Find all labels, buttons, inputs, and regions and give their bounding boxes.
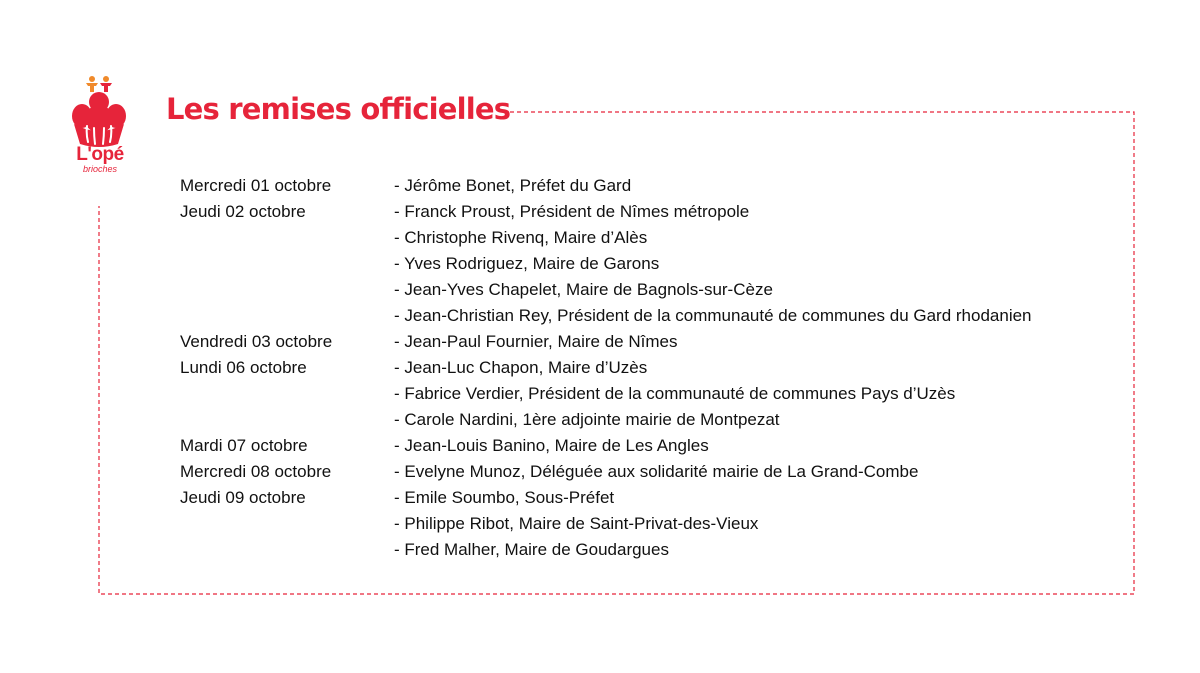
schedule-row bbox=[180, 173, 1120, 199]
schedule-date bbox=[180, 303, 394, 329]
schedule-row bbox=[180, 433, 1120, 459]
schedule-person: - Fabrice Verdier, Président de la communauté de communes Pays d’Uzès bbox=[394, 384, 956, 403]
schedule-date bbox=[180, 251, 394, 277]
schedule-date bbox=[180, 511, 394, 537]
schedule-row bbox=[180, 303, 1120, 329]
schedule-date bbox=[180, 277, 394, 303]
schedule-row bbox=[180, 407, 1120, 433]
page-title: Les remises officielles bbox=[166, 92, 511, 126]
schedule-person: - Emile Soumbo, Sous-Préfet bbox=[394, 488, 615, 507]
schedule-row bbox=[180, 355, 1120, 381]
brand-name: L'opé bbox=[76, 144, 124, 165]
schedule-date: Vendredi 03 octobre bbox=[180, 332, 333, 351]
schedule-person: - Jean-Christian Rey, Président de la communauté de communes du Gard rhodanien bbox=[394, 306, 1032, 325]
schedule-row bbox=[180, 251, 1120, 277]
schedule-person: - Jean-Luc Chapon, Maire d’Uzès bbox=[394, 358, 648, 377]
schedule-date bbox=[180, 537, 394, 563]
schedule-date: Mardi 07 octobre bbox=[180, 436, 308, 455]
schedule-person: - Carole Nardini, 1ère adjointe mairie de Montpezat bbox=[394, 410, 780, 429]
schedule-list bbox=[180, 173, 1120, 563]
schedule-person: - Philippe Ribot, Maire de Saint-Privat-des-Vieux bbox=[394, 514, 759, 533]
schedule-person: - Yves Rodriguez, Maire de Garons bbox=[394, 254, 660, 273]
schedule-date: Jeudi 09 octobre bbox=[180, 488, 306, 507]
schedule-row bbox=[180, 459, 1120, 485]
schedule-row bbox=[180, 511, 1120, 537]
schedule-person: - Jérôme Bonet, Préfet du Gard bbox=[394, 176, 632, 195]
schedule-row bbox=[180, 277, 1120, 303]
schedule-person: - Jean-Yves Chapelet, Maire de Bagnols-sur-Cèze bbox=[394, 280, 773, 299]
schedule-person: - Jean-Louis Banino, Maire de Les Angles bbox=[394, 436, 709, 455]
schedule-date bbox=[180, 225, 394, 251]
brand-logo-text bbox=[63, 145, 137, 174]
schedule-row bbox=[180, 199, 1120, 225]
schedule-date bbox=[180, 407, 394, 433]
schedule-person: - Evelyne Munoz, Déléguée aux solidarité mairie de La Grand-Combe bbox=[394, 462, 919, 481]
schedule-person: - Franck Proust, Président de Nîmes métropole bbox=[394, 202, 750, 221]
schedule-row bbox=[180, 485, 1120, 511]
schedule-row bbox=[180, 537, 1120, 563]
schedule-date: Lundi 06 octobre bbox=[180, 358, 307, 377]
schedule-row bbox=[180, 381, 1120, 407]
brand-subtitle: brioches bbox=[82, 164, 118, 174]
schedule-person: - Jean-Paul Fournier, Maire de Nîmes bbox=[394, 332, 678, 351]
schedule-person: - Fred Malher, Maire de Goudargues bbox=[394, 540, 669, 559]
schedule-date: Jeudi 02 octobre bbox=[180, 202, 306, 221]
schedule-date: Mercredi 08 octobre bbox=[180, 462, 332, 481]
schedule-row bbox=[180, 329, 1120, 355]
schedule-date bbox=[180, 381, 394, 407]
schedule-date: Mercredi 01 octobre bbox=[180, 176, 332, 195]
schedule-row bbox=[180, 225, 1120, 251]
schedule-person: - Christophe Rivenq, Maire d’Alès bbox=[394, 228, 648, 247]
